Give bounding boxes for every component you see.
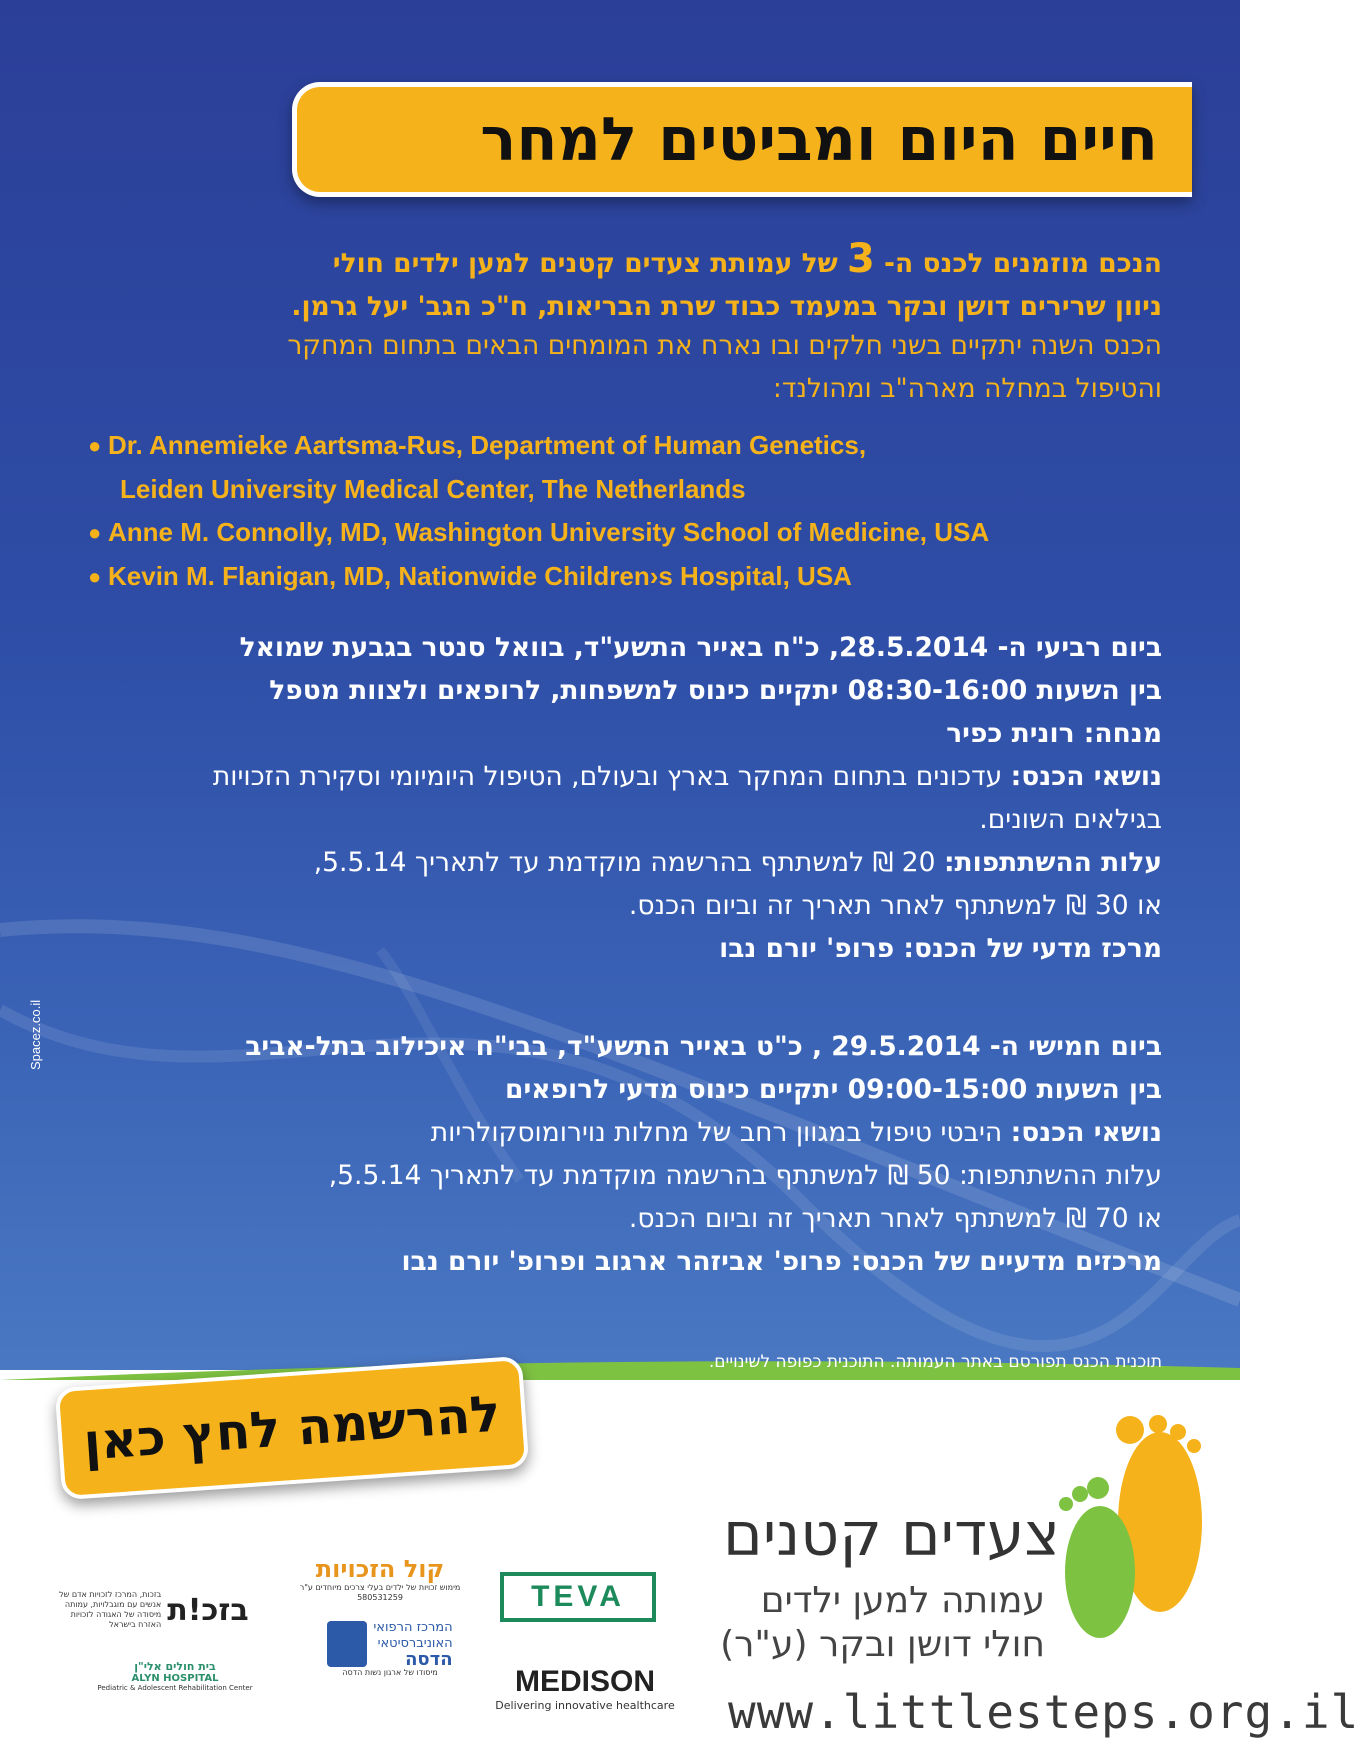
teva-name: TEVA [531, 1580, 625, 1613]
day1-topics-label: נושאי הכנס: [1010, 761, 1162, 792]
hadassah-line3: הדסה [405, 1649, 453, 1670]
day2-date: ביום חמישי ה- 29.5.2014 , כ"ט באייר התשע"ד, בבי"ח איכילוב בתל-אביב [245, 1031, 1162, 1062]
website-link[interactable]: www.littlesteps.org.il [728, 1685, 1359, 1739]
intro-line4: והטיפול במחלה מארה"ב ומהולנד: [772, 373, 1162, 404]
bizchut-subtitle: בזכות, המרכז לזכויות אדם של אנשים עם מוגבלויות, עמותה מיסודה של האגודה לזכויות האזרח בישראל [59, 1590, 162, 1629]
medison-logo [485, 1665, 685, 1712]
day1-cost-label: עלות ההשתתפות: [943, 847, 1162, 878]
day1-date: ביום רביעי ה- 28.5.2014, כ"ח באייר התשע"ד, בוואל סנטר בגבעת שמואל [239, 632, 1162, 663]
day2-topics: היבטי טיפול במגוון רחב של מחלות נוירומוסקולריות [430, 1117, 1003, 1148]
program-note: תוכנית הכנס תפורסם באתר העמותה. התוכנית כפופה לשינויים. [708, 1352, 1162, 1372]
conference-number: 3 [846, 236, 875, 282]
hadassah-logo [315, 1620, 465, 1677]
hadassah-line1: המרכז הרפואי [373, 1620, 453, 1635]
kol-name: קול הזכויות [315, 1555, 445, 1583]
register-label: להרשמה לחץ כאן [81, 1384, 503, 1472]
org-sub1: עמותה למען ילדים [760, 1580, 1045, 1621]
day2-hours: בין השעות 09:00-15:00 יתקיים כינוס מדעי לרופאים [505, 1074, 1162, 1105]
designer-credit: Spacez.co.il [28, 999, 43, 1070]
bullet-icon: ● [88, 520, 102, 545]
intro-line2: ניוון שרירים דושן ובקר במעמד כבוד שרת הבריאות, ח"כ הגב' יעל גרמן. [291, 291, 1162, 322]
expert-2: Anne M. Connolly, MD, Washington University School of Medicine, USA [108, 517, 990, 547]
teva-logo [500, 1572, 656, 1622]
day1-cost: 20 ₪ למשתתף בהרשמה מוקדמת עד לתאריך 5.5.14, [313, 847, 936, 878]
expert-1-line1: Dr. Annemieke Aartsma-Rus, Department of Human Genetics, [108, 430, 867, 460]
intro-line1-pre: הנכם מוזמנים לכנס ה- [884, 248, 1162, 279]
day1-host: מנחה: רונית כפיר [946, 718, 1162, 749]
list-item [88, 511, 1048, 555]
day1-section [72, 626, 1162, 970]
day1-cost-cont: או 30 ₪ למשתתף לאחר תאריך זה וביום הכנס. [628, 890, 1162, 921]
bizchut-logo [30, 1590, 270, 1630]
intro-line3: הכנס השנה יתקיים בשני חלקים ובו נארח את המומחים הבאים בתחום המחקר [287, 330, 1162, 361]
intro-regular [72, 324, 1162, 410]
day1-topics-cont: בגילאים השונים. [979, 804, 1162, 835]
kol-hazchuyot-logo [290, 1555, 470, 1603]
org-name: צעדים קטנים [723, 1500, 1060, 1570]
hadassah-subtitle: מיסודו של ארגון נשות הדסה [342, 1668, 438, 1677]
title-banner [292, 82, 1192, 197]
page-title: חיים היום ומביטים למחר [480, 104, 1158, 175]
day2-center: מרכזים מדעיים של הכנס: פרופ' אביזהר ארגוב ופרופ' יורם נבו [401, 1246, 1162, 1277]
list-item [88, 424, 1048, 468]
alyn-subtitle: Pediatric & Adolescent Rehabilitation Center [97, 1684, 253, 1692]
medison-subtitle: Delivering innovative healthcare [495, 1699, 675, 1712]
intro-bold [72, 238, 1162, 328]
expert-3: Kevin M. Flanigan, MD, Nationwide Children›s Hospital, USA [108, 560, 852, 591]
footprints-logo-icon [1050, 1412, 1220, 1642]
day2-topics-label: נושאי הכנס: [1010, 1117, 1162, 1148]
intro-line1-post: של עמותת צעדים קטנים למען ילדים חולי [332, 248, 838, 279]
medison-name: MEDISON [514, 1665, 655, 1698]
day1-hours: בין השעות 08:30-16:00 יתקיים כינוס למשפחות, לרופאים ולצוות מטפל [269, 675, 1162, 706]
alyn-hebrew: בית חולים אלי"ן [134, 1660, 216, 1673]
expert-1-line2: Leiden University Medical Center, The Netherlands [120, 473, 746, 504]
alyn-english: ALYN HOSPITAL [131, 1673, 219, 1684]
bullet-icon: ● [88, 433, 102, 458]
day1-center: מרכז מדעי של הכנס: פרופ' יורם נבו [719, 933, 1162, 964]
org-sub2: חולי דושן ובקר (ע"ר) [720, 1624, 1045, 1665]
day2-cost: עלות ההשתתפות: 50 ₪ למשתתף בהרשמה מוקדמת עד לתאריך 5.5.14, [328, 1160, 1162, 1191]
day1-topics: עדכונים בתחום המחקר בארץ ובעולם, הטיפול היומיומי וסקירת הזכויות [212, 761, 1003, 792]
list-item [88, 555, 1048, 599]
bullet-icon: ● [88, 563, 102, 589]
day2-cost-cont: או 70 ₪ למשתתף לאחר תאריך זה וביום הכנס. [628, 1203, 1162, 1234]
hadassah-line2: האוניברסיטאי [377, 1636, 453, 1651]
kol-subtitle: מימוש זכויות של ילדים בעלי צרכים מיוחדים ע"ר 580531259 [299, 1583, 461, 1602]
bizchut-name: בזכ!ת [167, 1592, 249, 1628]
alyn-logo [60, 1660, 290, 1692]
experts-list [88, 424, 1048, 598]
day2-section [72, 1025, 1162, 1283]
hadassah-emblem-icon [327, 1621, 367, 1667]
list-item [88, 468, 1048, 512]
